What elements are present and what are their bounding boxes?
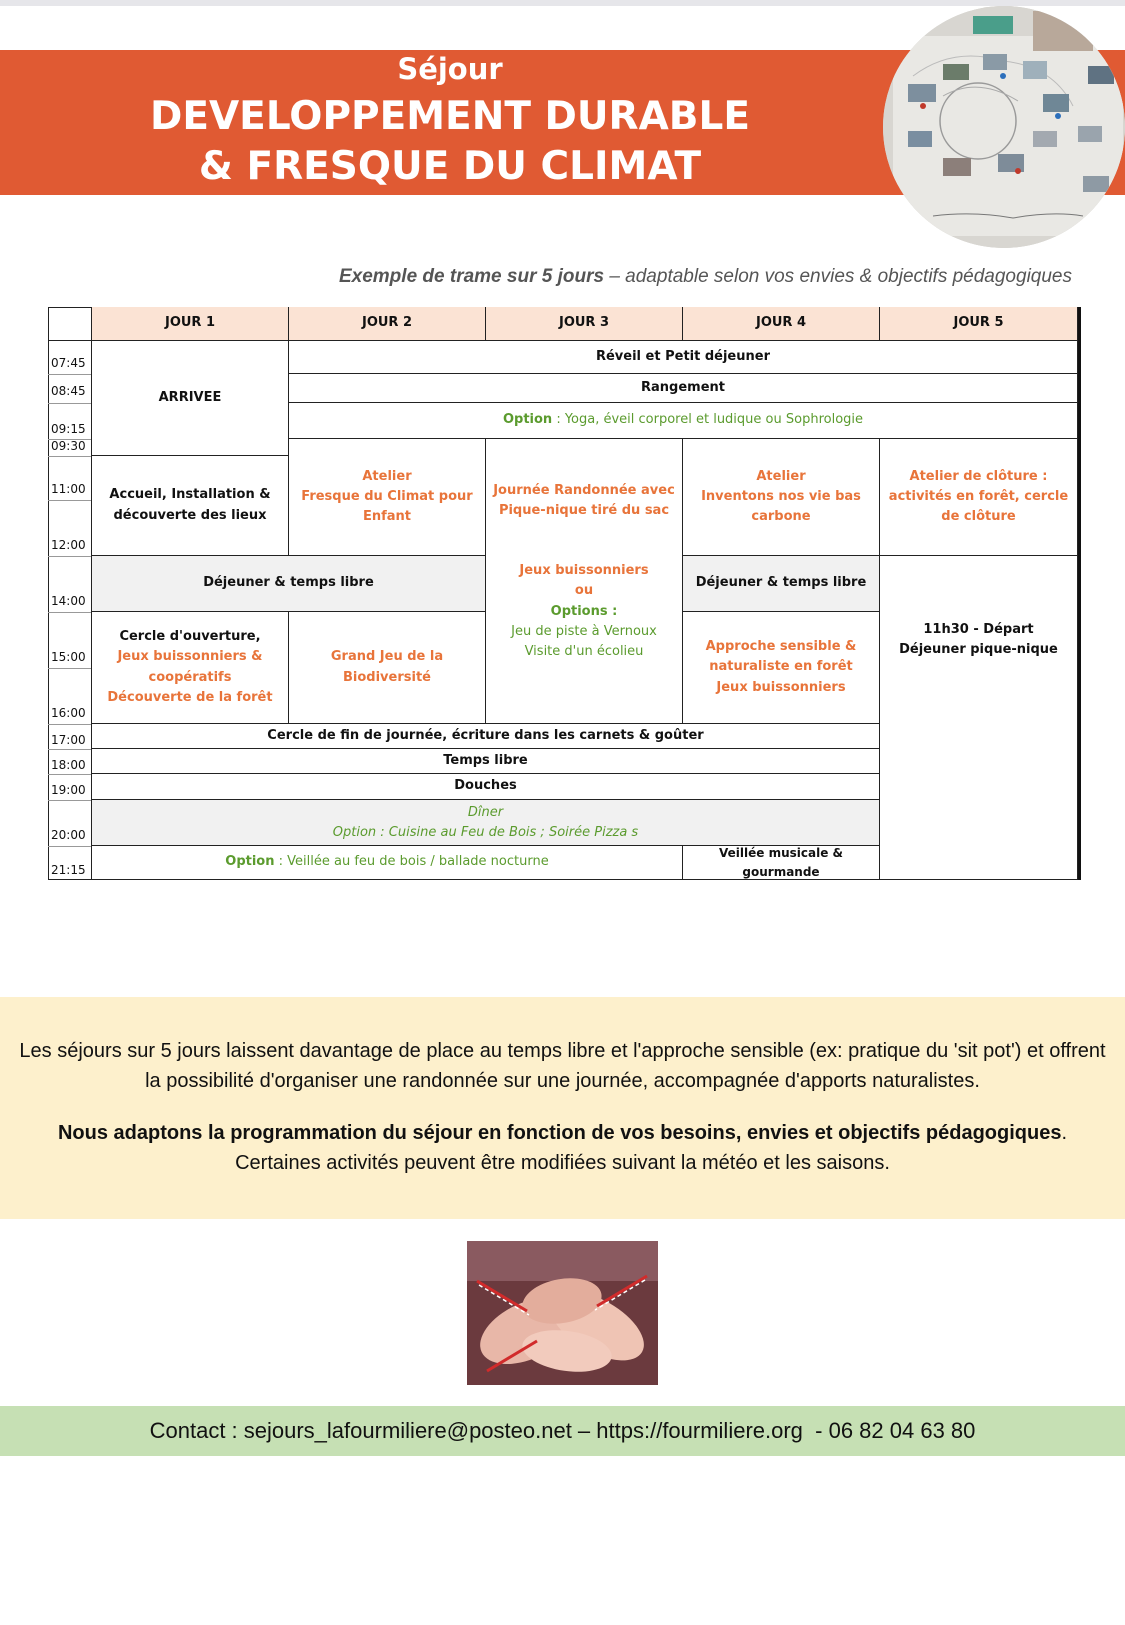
dejeuner-cell: Déjeuner & temps libre — [92, 556, 486, 612]
hands-photo-illustration — [467, 1241, 658, 1385]
time-column-header — [48, 307, 92, 341]
day-header-5: JOUR 5 — [880, 307, 1078, 341]
notes-paragraph-3: Certaines activités peuvent être modifiées suivant la météo et les saisons. — [235, 1152, 890, 1174]
options-label: Options : — [550, 603, 618, 619]
depart-cell: 11h30 - Départ Déjeuner pique-nique — [880, 556, 1078, 880]
time-label: 09:15 — [51, 422, 86, 436]
option-yoga-cell: Option : Yoga, éveil corporel et ludique ou Sophrologie — [289, 403, 1078, 439]
time-label: 16:00 — [51, 706, 86, 720]
temps-libre-cell: Temps libre — [92, 749, 880, 774]
diner-cell: Dîner Option : Cuisine au Feu de Bois ; Soirée Pizza s — [92, 800, 880, 846]
dejeuner-j4-cell: Déjeuner & temps libre — [683, 556, 880, 612]
time-divider — [48, 612, 91, 613]
time-divider — [48, 749, 91, 750]
time-divider — [48, 374, 91, 375]
arrivee-cell: ARRIVEE — [92, 341, 289, 456]
notes-paragraph-1: Les séjours sur 5 jours laissent davantage de place au temps libre et l'approche sensible (ex: pratique du 'sit pot') et offrent la possibilité d'organiser une randonnée sur une journée, accompagnée d'apports naturalistes. — [19, 1040, 1106, 1092]
douches-cell: Douches — [92, 774, 880, 800]
time-label: 19:00 — [51, 783, 86, 797]
notes-paragraph-2: Nous adaptons la programmation du séjour en fonction de vos besoins, envies et objectifs pédagogiques. — [57, 1122, 1068, 1144]
time-label: 18:00 — [51, 758, 86, 772]
time-label: 12:00 — [51, 538, 86, 552]
cloture-cell: Atelier de clôture : activités en forêt, cercle de clôture — [880, 439, 1078, 556]
fresque-photo — [883, 6, 1125, 248]
hands-photo — [467, 1241, 658, 1385]
time-label: 15:00 — [51, 650, 86, 664]
top-line — [0, 0, 1125, 6]
reveil-cell: Réveil et Petit déjeuner — [289, 341, 1078, 374]
schedule-subtitle: Exemple de trame sur 5 jours – adaptable selon vos envies & objectifs pédagogiques — [338, 266, 1072, 287]
atelier-bas-carbone-cell: Atelier Inventons nos vie bas carbone — [683, 439, 880, 556]
jeu-piste-text: Jeu de piste à Vernoux — [511, 623, 657, 639]
ou-text: ou — [574, 583, 594, 599]
veillee-musicale-cell: Veillée musicale & gourmande — [683, 846, 880, 880]
visite-text: Visite d'un écolieu — [524, 643, 644, 659]
banner-title-line1: DEVELOPPEMENT DURABLE — [149, 94, 750, 139]
banner-title-small: Séjour — [397, 52, 503, 86]
banner-title-line2: & FRESQUE DU CLIMAT — [198, 144, 702, 189]
time-divider — [48, 556, 91, 557]
time-label: 21:15 — [51, 863, 86, 877]
day-header-3: JOUR 3 — [486, 307, 683, 341]
contact-bar: Contact : sejours_lafourmiliere@posteo.net – https://fourmiliere.org - 06 82 04 63 80 — [0, 1406, 1125, 1456]
time-divider — [48, 500, 91, 501]
time-label: 11:00 — [51, 482, 86, 496]
randonnee-text: Journée Randonnée avec Pique-nique tiré du sac — [493, 483, 675, 519]
time-divider — [48, 724, 91, 725]
time-label: 20:00 — [51, 828, 86, 842]
time-label: 17:00 — [51, 733, 86, 747]
approche-cell: Approche sensible & naturaliste en forêt Jeux buissonniers — [683, 612, 880, 724]
accueil-cell: Accueil, Installation & découverte des lieux — [92, 456, 289, 556]
rangement-cell: Rangement — [289, 374, 1078, 403]
day-header-4: JOUR 4 — [683, 307, 880, 341]
day-header-2: JOUR 2 — [289, 307, 486, 341]
day-header-1: JOUR 1 — [92, 307, 289, 341]
grand-jeu-cell: Grand Jeu de la Biodiversité — [289, 612, 486, 724]
schedule-right-border — [1078, 307, 1081, 880]
time-label: 09:30 — [51, 439, 86, 453]
time-divider — [48, 456, 91, 457]
atelier-fresque-cell: Atelier Fresque du Climat pour Enfant — [289, 439, 486, 556]
time-divider — [48, 668, 91, 669]
time-divider — [48, 774, 91, 775]
time-label: 08:45 — [51, 384, 86, 398]
time-divider — [48, 846, 91, 847]
cercle-ouverture-cell: Cercle d'ouverture, Jeux buissonniers & coopératifs Découverte de la forêt — [92, 612, 289, 724]
time-label: 07:45 — [51, 356, 86, 370]
time-divider — [48, 403, 91, 404]
veillee-cell: Option : Veillée au feu de bois / ballade nocturne — [92, 846, 683, 880]
cercle-fin-cell: Cercle de fin de journée, écriture dans les carnets & goûter — [92, 724, 880, 749]
notes-box — [0, 997, 1125, 1219]
time-label: 14:00 — [51, 594, 86, 608]
time-divider — [48, 800, 91, 801]
fresque-photo-illustration — [883, 6, 1125, 248]
jeux-buissonniers-text: Jeux buissonniers — [519, 563, 649, 579]
jour3-column — [486, 439, 683, 724]
